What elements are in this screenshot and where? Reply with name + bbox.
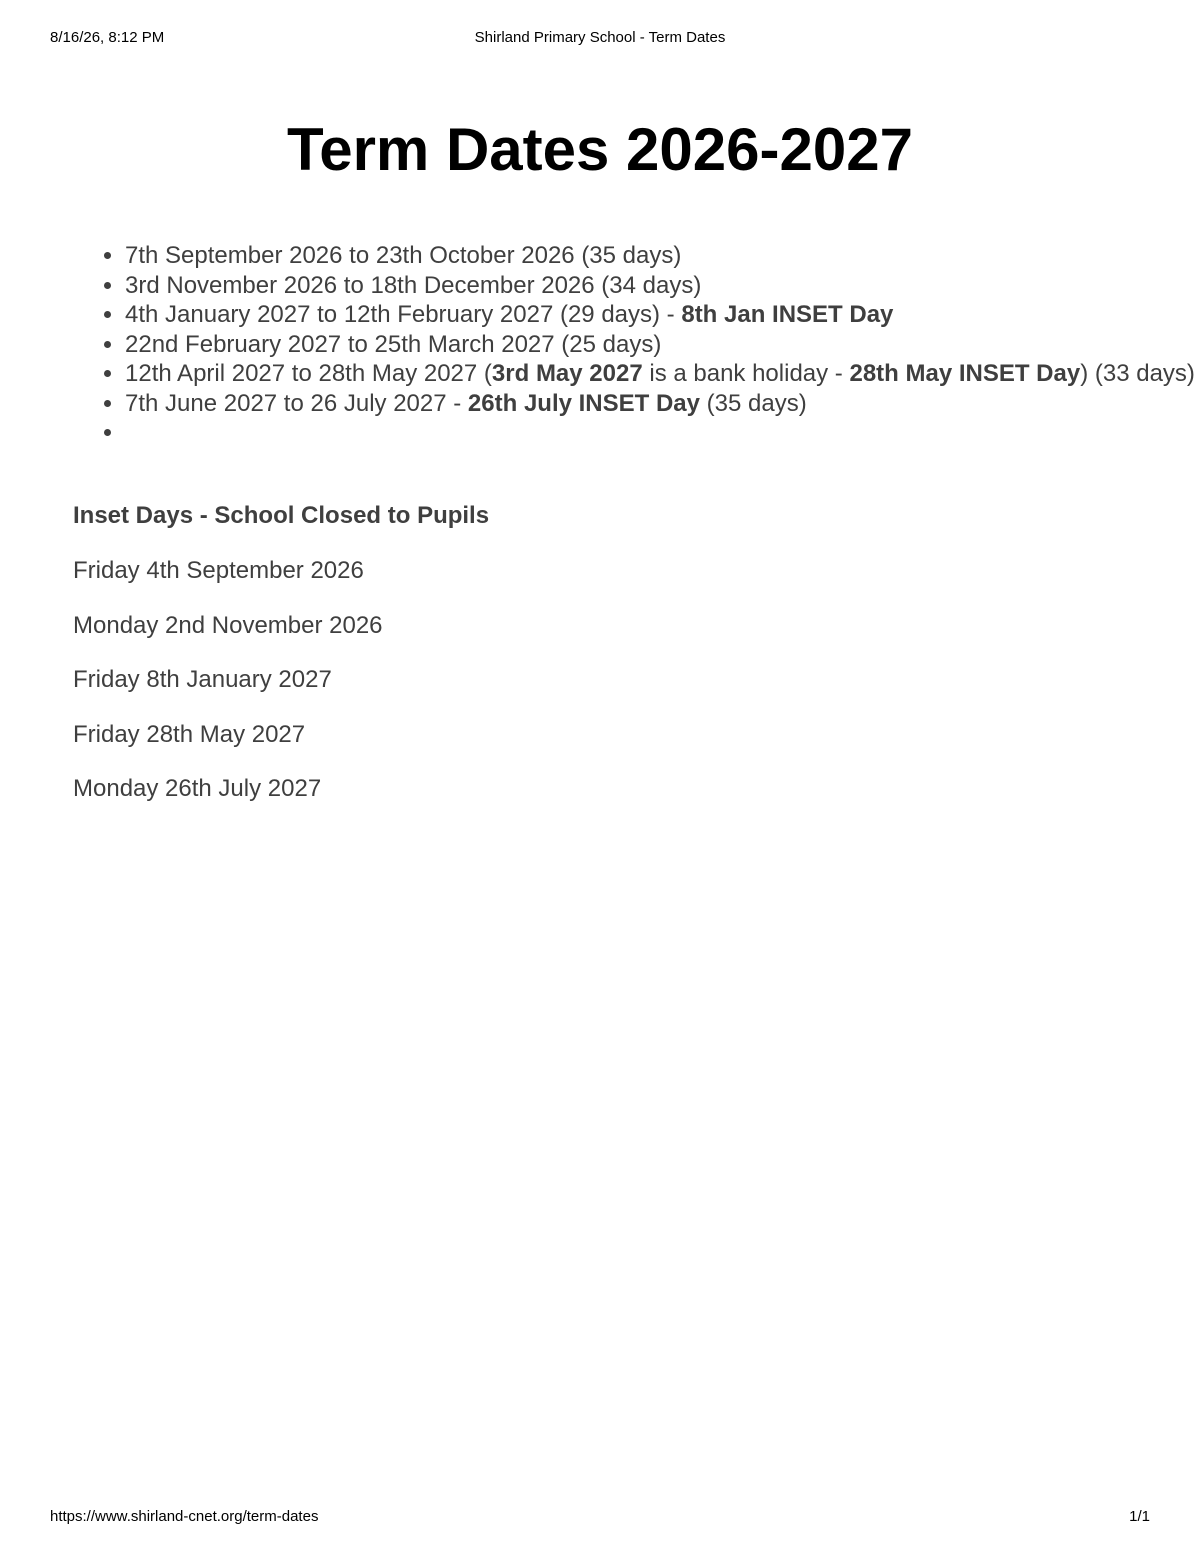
print-footer [50,1508,1150,1528]
inset-days-heading: Inset Days - School Closed to Pupils [73,502,490,529]
term-item [125,241,1195,271]
term-text: 3rd November 2026 to 18th December 2026 (34 days) [125,271,702,299]
inset-day: Monday 2nd November 2026 [73,611,383,639]
term-text: 22nd February 2027 to 25th March 2027 (25 days) [125,330,662,358]
term-text: 7th September 2026 to 23th October 2026 (35 days) [125,242,682,269]
term-dates-list [73,241,1195,448]
inset-day-note: 26th July INSET Day [467,389,700,417]
inset-days-list [73,556,383,829]
term-item [125,389,1195,419]
print-url: https://www.shirland-cnet.org/term-dates [50,1508,319,1525]
print-datetime: 8/16/26, 8:12 PM [50,29,165,46]
inset-day: Friday 28th May 2027 [73,720,306,748]
print-page-number: 1/1 [1129,1508,1150,1525]
term-text: is a bank holiday - [642,360,850,387]
term-text: 12th April 2027 to 28th May 2027 ( [125,360,492,387]
term-text: (35 days) [700,389,807,417]
inset-day: Friday 8th January 2027 [73,666,332,693]
inset-day: Friday 4th September 2026 [73,557,364,584]
term-item-empty [125,418,1195,448]
term-item [125,330,1195,360]
term-item [125,359,1195,389]
print-header [50,29,1150,49]
inset-day: Monday 26th July 2027 [73,775,322,802]
term-item [125,300,1195,330]
inset-day-note: 8th Jan INSET Day [681,301,894,328]
term-text: 7th June 2027 to 26 July 2027 - [125,389,468,417]
bank-holiday-note: 3rd May 2027 [491,360,643,387]
inset-day-note: 28th May INSET Day [849,360,1081,387]
term-text: 4th January 2027 to 12th February 2027 (29 days) - [125,301,682,328]
term-text: ) (33 days) [1080,360,1195,387]
term-item [125,271,1195,301]
page-title: Term Dates 2026-2027 [287,116,913,183]
print-page-title: Shirland Primary School - Term Dates [474,29,726,46]
